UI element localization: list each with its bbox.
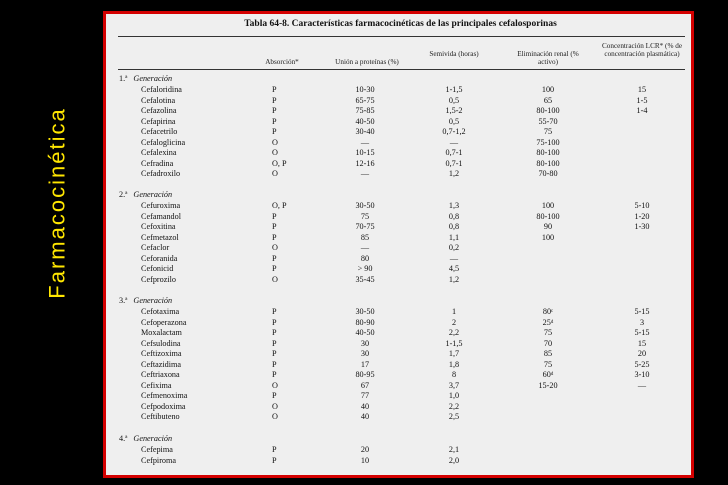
cell-elim: 75 [543,127,553,136]
table-row [106,307,691,317]
header-rule [118,69,685,70]
cell-half: — [449,137,459,147]
cell-name: Cefepima [141,445,173,454]
cell-half: 2,2 [448,328,460,337]
table-row [106,169,691,179]
cell-elim: 85 [543,349,553,358]
cell-half: 2 [451,317,457,327]
table-row [106,360,691,370]
cell-prot: 30-40 [355,127,375,136]
table-row [106,127,691,137]
cell-elim: 75 [543,328,553,337]
cell-prot: 85 [360,232,370,242]
cell-lcr: 1-20 [634,211,650,221]
cell-name: Cefoperazona [141,317,187,327]
cell-abs: P [272,391,277,400]
cell-prot: 75 [360,211,370,221]
cell-abs: P [272,264,277,273]
table-row [106,106,691,116]
cell-elim: 100 [541,232,555,242]
table-frame [103,11,694,478]
cell-abs: P [272,338,277,348]
table-caption: Tabla 64-8. Características farmacocinéticas de las principales cefalosporinas [244,19,557,29]
cell-lcr: 5-15 [634,328,650,337]
cell-lcr: 3 [639,317,645,327]
cell-elim: 15-20 [538,380,558,390]
cell-prot: 40-50 [355,116,375,126]
cell-half: 0,2 [448,243,460,252]
cell-name: Moxalactam [141,328,182,337]
cell-elim: 75 [543,359,553,369]
cell-half: 2,1 [448,445,460,454]
cell-lcr: 1-4 [636,106,648,115]
cell-abs: P [272,232,277,242]
cell-half: 8 [451,370,457,379]
cell-lcr: — [637,380,647,390]
cell-half: 2,2 [448,401,460,411]
cell-abs: P [272,370,277,379]
cell-name: Cefsulodina [141,338,181,348]
cell-name: Cefradina [141,158,174,168]
cell-name: Cefmetazol [141,232,179,242]
cell-lcr: 5-25 [634,359,650,369]
cell-name: Cefaloridina [141,85,182,94]
cell-half: 0,7-1 [445,158,463,168]
cell-elim: 55-70 [538,116,558,126]
cell-prot: 40 [360,401,370,411]
cell-elim: 100 [541,201,555,210]
cell-abs: O [272,169,278,178]
table-row [106,243,691,253]
generation-number: 4.ª [119,434,128,443]
table-row [106,381,691,391]
cell-elim: 75-100 [536,137,560,147]
cell-abs: P [272,359,277,369]
cell-abs: O [272,401,278,411]
cell-half: — [449,253,459,263]
cell-elim: 80-100 [536,106,560,115]
side-title [38,58,78,348]
cell-prot: 40 [360,412,370,421]
cell-elim: 65 [543,95,553,105]
cell-lcr: 1-30 [634,222,650,231]
cell-name: Cefaclor [141,243,170,252]
cell-elim: 80-100 [536,211,560,221]
table-row [106,85,691,95]
cell-abs: O [272,274,278,284]
generation-header [119,296,172,305]
cell-name: Cefprozilo [141,274,177,284]
generation-label: Generación [133,74,173,83]
table-row [106,412,691,422]
table-row [106,201,691,211]
cell-abs: P [272,95,277,105]
table-row [106,402,691,412]
cell-half: 1,3 [448,201,460,210]
header-absorcion: Absorción* [265,58,299,66]
cell-name: Cefuroxima [141,201,181,210]
table-row [106,148,691,158]
cell-abs: P [272,116,277,126]
table-row [106,339,691,349]
cell-abs: P [272,445,277,454]
cell-abs: P [272,307,277,316]
generation-header [119,434,172,443]
generation-label: Generación [133,434,173,443]
cell-prot: — [360,137,370,147]
cell-abs: P [272,85,277,94]
cell-name: Ceftizoxima [141,349,182,358]
cell-abs: P [272,455,277,465]
generation-number: 1.ª [119,74,128,83]
cell-name: Cefacetrilo [141,127,178,136]
cell-elim: 90 [543,222,553,231]
table-row [106,222,691,232]
cell-half: 1,8 [448,359,460,369]
cell-half: 0,8 [448,211,460,221]
cell-name: Cefaloglicina [141,137,186,147]
cell-name: Cefotaxima [141,307,180,316]
cell-prot: — [360,169,370,178]
cell-lcr: 1-5 [636,95,648,105]
cell-half: 4,5 [448,264,460,273]
cell-half: 1,2 [448,274,460,284]
cell-name: Cefoxitina [141,222,176,231]
cell-half: 0,7-1,2 [442,127,466,136]
cell-lcr: 15 [637,85,647,94]
header-eliminacion: Eliminación renal (% activo) [517,50,579,66]
table-row [106,349,691,359]
cell-prot: 67 [360,380,370,390]
cell-half: 1,2 [448,169,460,178]
cell-name: Cefamandol [141,211,182,221]
cell-prot: 30-50 [355,201,375,210]
cell-prot: > 90 [357,264,373,273]
cell-abs: O [272,137,278,147]
cell-prot: 70-75 [355,222,375,231]
cell-elim: 80ᶜ [542,307,554,316]
cell-prot: 75-85 [355,106,375,115]
cell-abs: P [272,317,277,327]
cell-name: Cefpiroma [141,455,177,465]
cell-half: 1,1 [448,232,460,242]
side-title-text: Farmacocinética [45,107,71,299]
table-row [106,275,691,285]
header-lcr: Concentración LCR* (% de concentración plasmática) [601,42,683,58]
cell-name: Ceftazidima [141,359,182,369]
cell-prot: 77 [360,391,370,400]
table-row [106,96,691,106]
cell-prot: 80-90 [355,317,375,327]
table-row [106,117,691,127]
table-row [106,159,691,169]
header-semivida: Semivida (horas) [429,50,479,58]
cell-prot: 80-95 [355,370,375,379]
cell-half: 0,8 [448,222,460,231]
cell-elim: 70-80 [538,169,558,178]
cell-half: 0,7-1 [445,148,463,157]
cell-name: Cefixima [141,380,172,390]
cell-prot: 35-45 [355,274,375,284]
generation-header [119,190,172,199]
cell-name: Cefalexina [141,148,177,157]
cell-elim: 25ᵈ [542,317,554,327]
cell-abs: P [272,106,277,115]
cell-prot: 80 [360,253,370,263]
cell-lcr: 3-10 [634,370,650,379]
table-row [106,233,691,243]
cell-abs: O [272,380,278,390]
generation-number: 3.ª [119,296,128,305]
cell-half: 0,5 [448,95,460,105]
cell-lcr: 5-15 [634,307,650,316]
cell-half: 1-1,5 [445,85,463,94]
cell-prot: 30-50 [355,307,375,316]
cell-half: 1,0 [448,391,460,400]
cell-prot: 65-75 [355,95,375,105]
cell-lcr: 5-10 [634,201,650,210]
cell-lcr: 15 [637,338,647,348]
cell-elim: 100 [541,85,555,94]
cell-abs: O, P [272,201,287,210]
cell-prot: 10-30 [355,85,375,94]
cell-abs: P [272,211,277,221]
cell-name: Cefalotina [141,95,176,105]
cell-half: 2,0 [448,455,460,465]
cell-abs: P [272,328,277,337]
cell-half: 2,5 [448,412,460,421]
cell-half: 1,5-2 [445,106,463,115]
table-row [106,445,691,455]
top-rule [118,36,685,37]
cell-half: 3,7 [448,380,460,390]
cell-name: Ceftriaxona [141,370,180,379]
cell-prot: 40-50 [355,328,375,337]
cell-elim: 60ᵈ [542,370,554,379]
generation-header [119,74,172,83]
cell-prot: 30 [360,349,370,358]
cell-name: Ceforanida [141,253,178,263]
generation-label: Generación [133,296,173,305]
cell-abs: P [272,253,277,263]
cell-abs: O [272,148,278,157]
cell-half: 0,5 [448,116,460,126]
table-row [106,212,691,222]
cell-prot: 12-16 [355,158,375,168]
generation-label: Generación [133,190,173,199]
cell-name: Cefonicid [141,264,174,273]
cell-abs: P [272,349,277,358]
cell-elim: 70 [543,338,553,348]
cell-abs: P [272,222,277,231]
cell-name: Cefpodoxima [141,401,186,411]
cell-lcr: 20 [637,349,647,358]
cell-abs: O [272,243,278,252]
cell-prot: 10 [360,455,370,465]
cell-name: Ceftibuteno [141,412,180,421]
cell-elim: 80-100 [536,158,560,168]
table-row [106,138,691,148]
cell-prot: — [360,243,370,252]
cell-prot: 17 [360,359,370,369]
table-row [106,391,691,401]
cell-name: Cefmenoxima [141,391,188,400]
cell-half: 1-1,5 [445,338,463,348]
cell-name: Cefapirina [141,116,176,126]
table-row [106,318,691,328]
cell-name: Cefadroxilo [141,169,181,178]
cell-prot: 20 [360,445,370,454]
cell-elim: 80-100 [536,148,560,157]
cell-half: 1 [451,307,457,316]
table-row [106,370,691,380]
cell-abs: O, P [272,158,287,168]
cell-abs: O [272,412,278,421]
cell-abs: P [272,127,277,136]
cell-prot: 30 [360,338,370,348]
cell-name: Cefazolina [141,106,177,115]
cell-prot: 10-15 [355,148,375,157]
table-row [106,254,691,264]
table-row [106,328,691,338]
cell-half: 1,7 [448,349,460,358]
header-proteinas: Unión a proteínas (%) [335,58,399,66]
table-row [106,264,691,274]
generation-number: 2.ª [119,190,128,199]
table-row [106,456,691,466]
